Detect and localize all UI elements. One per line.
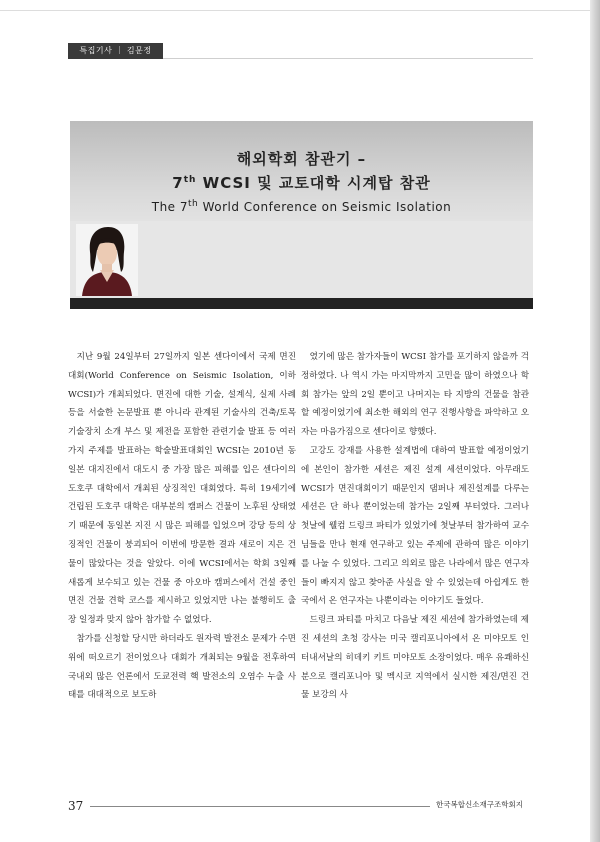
article-header	[70, 121, 533, 221]
title-number: 7	[172, 174, 184, 192]
page-edge-strip	[590, 0, 600, 842]
body-column-left	[68, 348, 296, 705]
article-title-korean-line2	[70, 172, 533, 193]
title-en-superscript: th	[188, 199, 199, 209]
paragraph: 지난 9월 24일부터 27일까지 일본 센다이에서 국제 면진대회(World Conference on Seismic Isolation, 이하 WCSI)가 개최되었다. 면진에 대한 기술, 설계식, 실제 사례 등을 서술한 논문발표 뿐 아니라 관계된 기술사의 건축/토목기술장치 소개 부스 및 제전을 포함한 관련기술 발표 등 여러가지 주제를 발표하는 학술발표대회인 WCSI는 2010년 동일본 대지진에서 대도시 중 가장 많은 피해를 입은 센다이의 도호쿠 대학에서 개최된 상징적인 대회였다. 특히 19세기에 건립된 도호쿠 대학은 대부분의 캠퍼스 건물이 노후된 상태였기 때문에 동일본 지진 시 많은 피해를 입었으며 강당 등의 상징적인 건물이 붕괴되어 이번에 방문한 결과 새로이 지은 건물이 많았다는 것을 알았다. 이에 WCSI에서는 학회 3일째 새롭게 보수되고 있는 건물 중 아오바 캠퍼스에서 건설 중인 면진 건물 견학 코스를 제시하고 있었지만 나는 불행히도 출장 일정과 맞지 않아 참가할 수 없었다.	[68, 352, 296, 626]
author-band-bar	[70, 298, 533, 309]
paragraph: 드링크 파티를 마치고 다음날 제진 세션에 참가하였는데 제진 세션의 초청 강사는 미국 캘리포니아에서 온 미야모토 인터내셔날의 히데키 키트 미야모토 소장이었다. 매우 유쾌하신 분으로 캘리포니아 및 멕시코 지역에서 실시한 제진/면진 건물 보강의 사	[301, 615, 529, 701]
section-tab: 특집기사 ｜ 김문정	[68, 43, 163, 59]
title-en-post: World Conference on Seismic Isolation	[198, 200, 452, 214]
paragraph: 참가를 신청할 당시만 하더라도 원자력 발전소 문제가 수면 위에 떠오르기 전이었으나 대회가 개최되는 9월을 전후하여 국내외 많은 언론에서 도쿄전력 핵 발전소의 오염수 누출 사태를 대대적으로 보도하	[68, 633, 296, 701]
author-photo	[76, 224, 138, 296]
title-superscript: th	[183, 175, 197, 185]
body-column-right	[301, 348, 529, 705]
journal-name: 한국복합신소재구조학회지	[436, 800, 523, 809]
footer-rule	[90, 806, 430, 807]
paragraph: 였기에 많은 참가자들이 WCSI 참가를 포기하지 않을까 걱정하였다. 나 역시 가는 마지막까지 고민을 많이 하였으나 학회 참가는 앞의 2일 뿐이고 나머지는 타 지방의 건물을 참관할 예정이었기에 최소한 해외의 연구 진행사항을 파악하고 오자는 마음가짐으로 센다이로 향했다.	[301, 352, 529, 438]
author-portrait-image	[76, 224, 138, 296]
title-text: WCSI 및 교토대학 시계탑 참관	[196, 174, 431, 192]
section-divider	[163, 58, 533, 59]
paragraph: 고강도 강재를 사용한 설계법에 대하여 발표할 예정이었기에 본인이 참가한 세션은 제진 설계 세션이었다. 아무래도 WCSI가 면진대회이기 때문인지 댐퍼나 제진설계를 다루는 세션은 단 하나 뿐이었는데 참가는 2일째 부터였다. 그러나 첫날에 웰컴 드링크 파티가 있었기에 첫날부터 참가하여 교수님들을 만나 현재 연구하고 있는 주제에 관하여 많은 이야기를 나눌 수 있었다. 그리고 의외로 많은 나라에서 많은 연구자들이 빠지지 않고 찾아준 사실을 알 수 있었는데 아쉽게도 한국에서 온 연구자는 나뿐이라는 이야기도 들었다.	[301, 445, 529, 607]
article-title-korean: 해외학회 참관기 –	[236, 150, 367, 168]
author-band	[70, 221, 533, 309]
top-rule	[0, 10, 600, 11]
page-number: 37	[68, 799, 84, 813]
title-en-pre: The 7	[151, 200, 189, 214]
article-title-english	[70, 199, 533, 214]
